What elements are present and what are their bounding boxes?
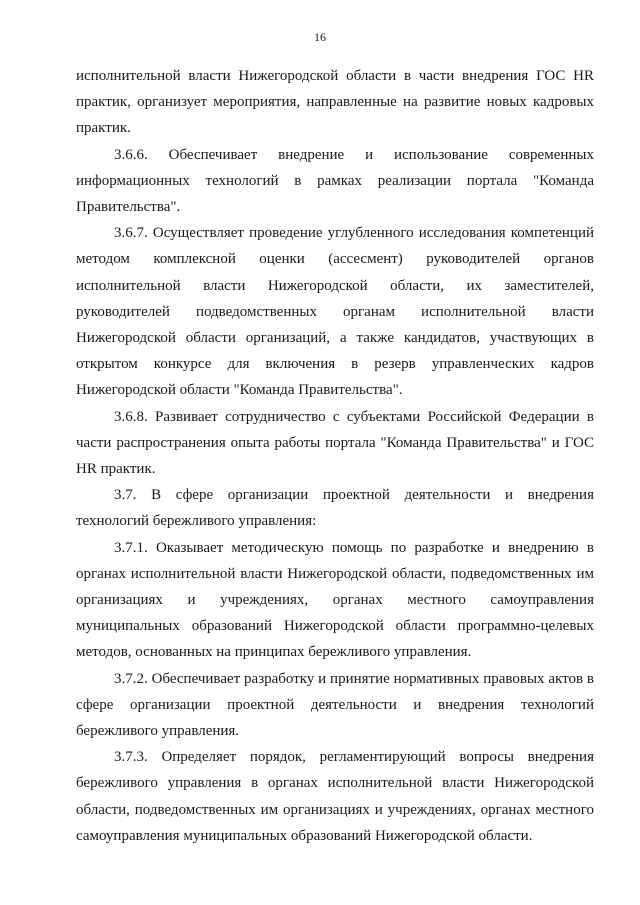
paragraph-3-6-6: 3.6.6. Обеспечивает внедрение и использование современных информационных технологий в рамках реализации портала "Команда Правительства".: [76, 146, 594, 216]
paragraph-3-7: 3.7. В сфере организации проектной деятельности и внедрения технологий бережливого управления:: [76, 487, 594, 530]
document-body: [76, 63, 594, 849]
paragraph-3-6-7: 3.6.7. Осуществляет проведение углубленного исследования компетенций методом комплексной оценки (ассесмент) руководителей органов исполнительной власти Нижегородской области, их заместителей, руководителей подведомственных органам исполнительной власти Нижегородской области организаций, а также кандидатов, участвующих в открытом конкурсе для включения в резерв управленческих кадров Нижегородской области "Команда Правительства".: [76, 225, 594, 399]
paragraph-3-6-8: 3.6.8. Развивает сотрудничество с субъектами Российской Федерации в части распространения опыта работы портала "Команда Правительства" и ГОС HR практик.: [76, 408, 594, 478]
paragraph-3-7-1: 3.7.1. Оказывает методическую помощь по разработке и внедрению в органах исполнительной власти Нижегородской области, подведомственных им организациях и учреждениях, органах местного самоуправления муниципальных образований Нижегородской области программно-целевых методов, основанных на принципах бережливого управления.: [76, 539, 594, 661]
paragraph-3-7-3: 3.7.3. Определяет порядок, регламентирующий вопросы внедрения бережливого управления в органах исполнительной власти Нижегородской области, подведомственных им организациях и учреждениях, органах местного самоуправления муниципальных образований Нижегородской области.: [76, 749, 594, 844]
paragraph-continuation: исполнительной власти Нижегородской области в части внедрения ГОС HR практик, организует мероприятия, направленные на развитие новых кадровых практик.: [76, 68, 594, 137]
page-number: 16: [314, 30, 326, 44]
paragraph-3-7-2: 3.7.2. Обеспечивает разработку и принятие нормативных правовых актов в сфере организации проектной деятельности и внедрения технологий бережливого управления.: [76, 670, 594, 740]
